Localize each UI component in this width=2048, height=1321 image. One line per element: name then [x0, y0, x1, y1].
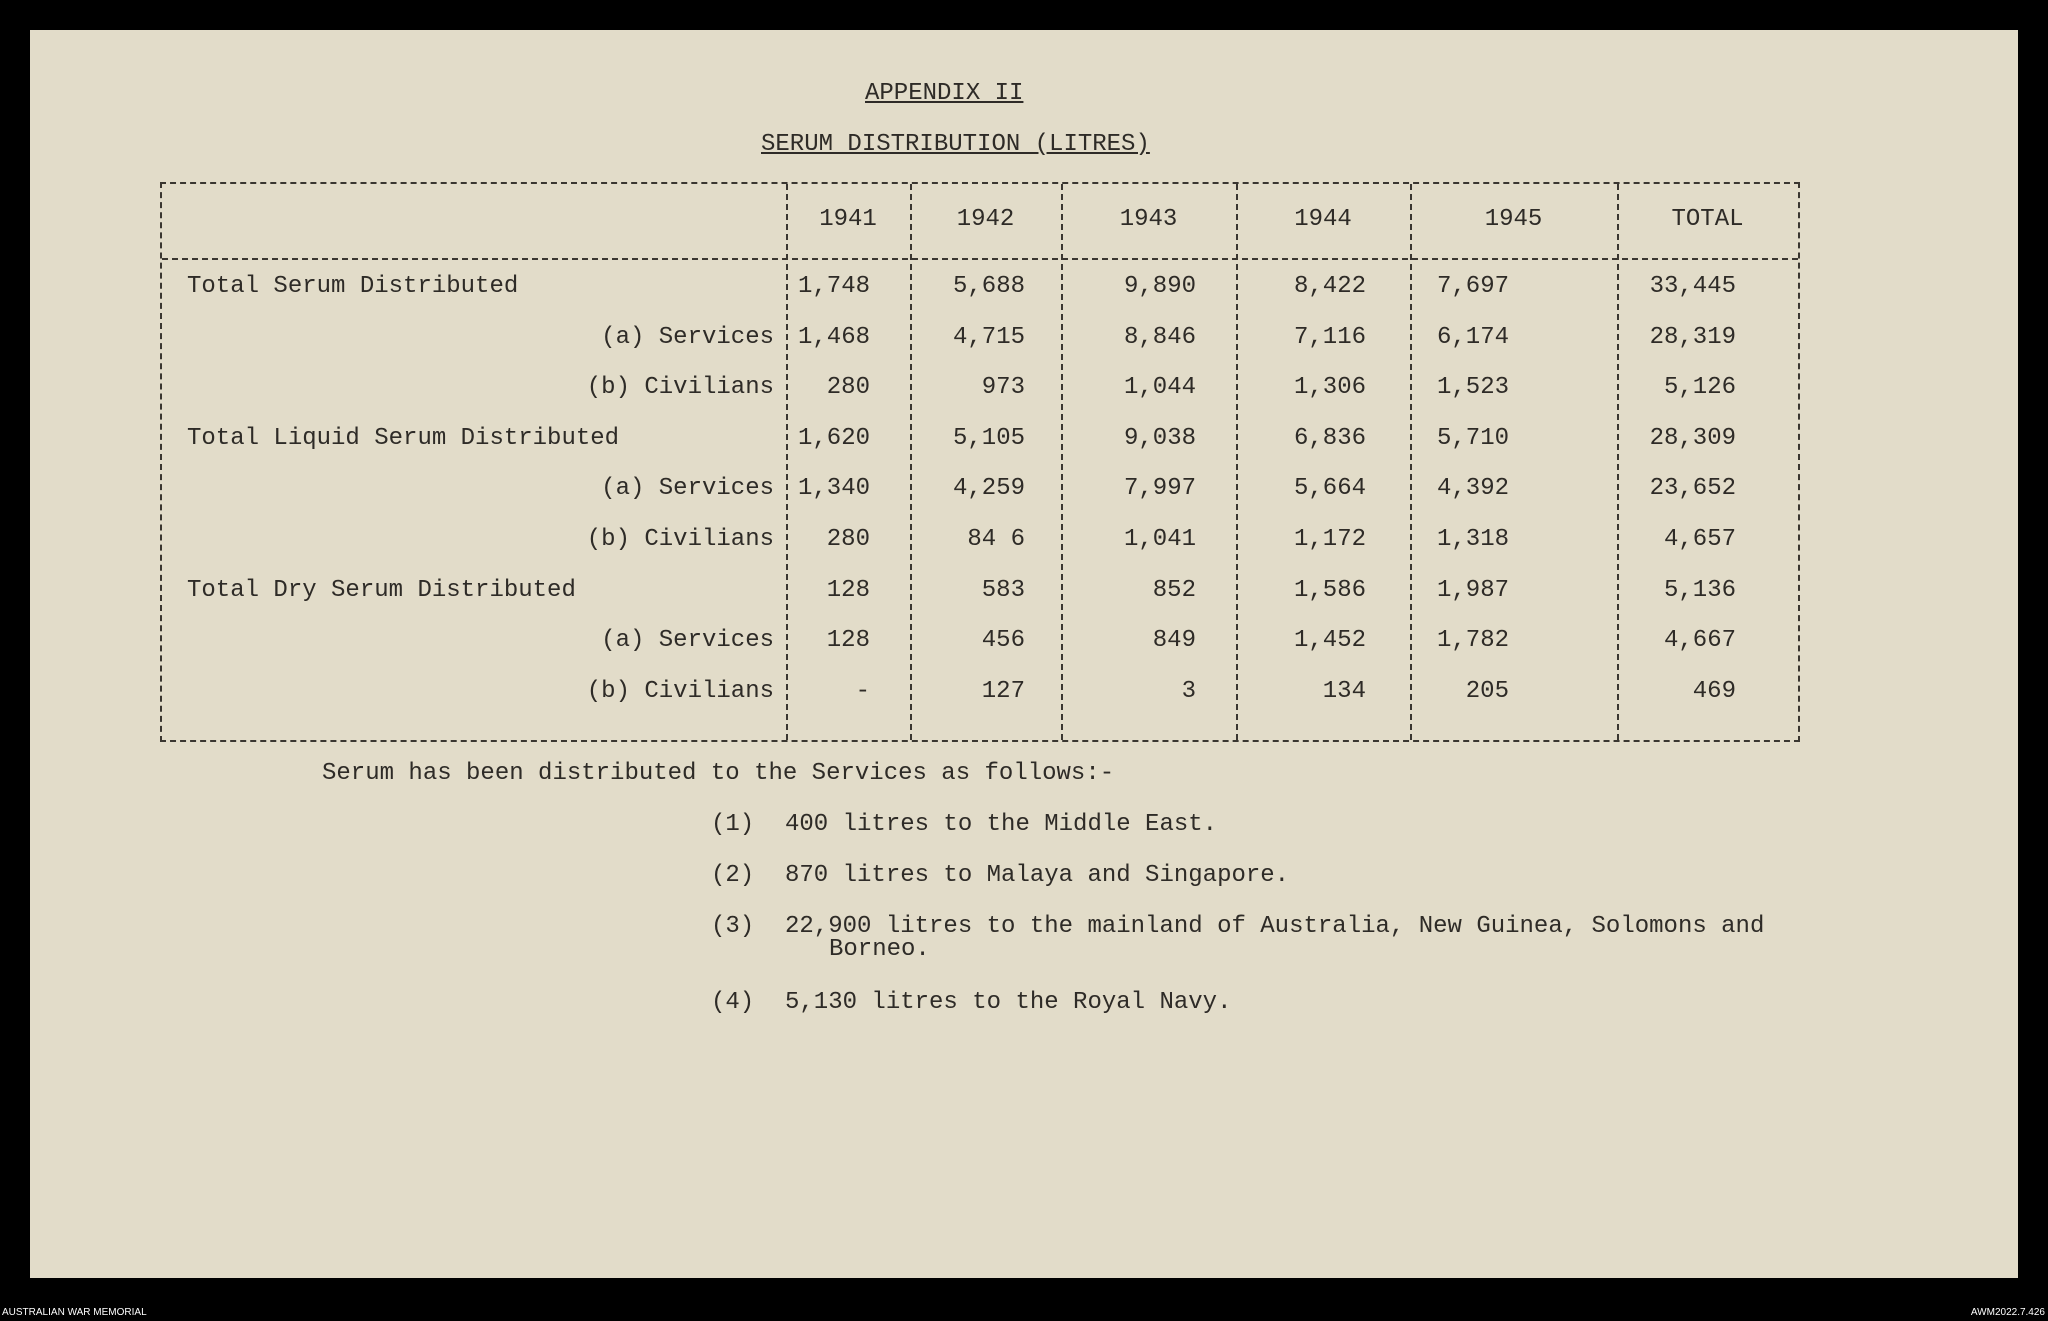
table-cell: 1,748 — [797, 273, 870, 300]
table-cell: 1,172 — [1293, 526, 1366, 553]
note-number: (2) — [711, 862, 755, 889]
table-cell: 33,445 — [1649, 273, 1736, 300]
note-text: 400 litres to the Middle East. — [785, 811, 1218, 838]
column-header: TOTAL — [1671, 206, 1744, 233]
table-cell: 5,664 — [1293, 475, 1366, 503]
table-cell: 6,174 — [1436, 323, 1509, 351]
table-cell: 456 — [981, 627, 1025, 655]
table-cell: 9,038 — [1123, 424, 1196, 452]
row-label: (b) Civilians — [586, 677, 774, 705]
header-rule — [162, 258, 1798, 260]
table-cell: 6,836 — [1293, 424, 1366, 452]
column-header: 1945 — [1484, 206, 1543, 233]
document-title: APPENDIX II — [865, 80, 1024, 107]
note-number: (4) — [711, 989, 755, 1016]
table-cell: 7,997 — [1123, 475, 1196, 503]
table-cell: 4,715 — [952, 323, 1025, 351]
row-label: (a) Services — [601, 323, 774, 351]
row-label: Total Serum Distributed — [187, 273, 519, 300]
table-cell: 1,452 — [1293, 627, 1366, 655]
table-cell: 1,782 — [1436, 627, 1509, 655]
notes-intro: Serum has been distributed to the Services as follows:- — [322, 760, 1115, 787]
column-header: 1942 — [956, 206, 1015, 233]
row-label: (b) Civilians — [586, 374, 774, 402]
table-cell: 852 — [1152, 576, 1196, 604]
table-cell: 583 — [981, 576, 1025, 604]
table-cell: 205 — [1465, 677, 1509, 705]
note-text: 870 litres to Malaya and Singapore. — [785, 862, 1290, 889]
table-cell: 1,306 — [1293, 374, 1366, 402]
table-cell: - — [855, 677, 870, 705]
table-cell: 8,846 — [1123, 323, 1196, 351]
row-label: (b) Civilians — [586, 526, 774, 553]
table-cell: 1,468 — [797, 323, 870, 351]
table-cell: 1,523 — [1436, 374, 1509, 402]
table-cell: 4,259 — [952, 475, 1025, 503]
row-label: (a) Services — [601, 627, 774, 655]
row-label: Total Dry Serum Distributed — [187, 576, 576, 604]
column-header: 1944 — [1294, 206, 1352, 233]
table-cell: 1,041 — [1123, 526, 1196, 553]
column-header: 1943 — [1119, 206, 1178, 233]
table-cell: 1,044 — [1123, 374, 1196, 402]
serum-distribution-table — [160, 182, 1800, 742]
column-rule — [1061, 184, 1063, 740]
table-cell: 28,319 — [1649, 323, 1736, 351]
table-cell: 23,652 — [1649, 475, 1736, 503]
table-cell: 5,136 — [1663, 576, 1736, 604]
table-cell: 28,309 — [1649, 424, 1736, 452]
table-cell: 128 — [826, 627, 870, 655]
table-cell: 1,987 — [1436, 576, 1509, 604]
table-cell: 849 — [1152, 627, 1196, 655]
column-rule — [1617, 184, 1619, 740]
table-cell: 280 — [826, 374, 870, 402]
table-cell: 280 — [826, 526, 870, 553]
table-cell: 4,667 — [1663, 627, 1736, 655]
note-number: (3) — [711, 913, 755, 940]
note-text-continued: Borneo. — [829, 936, 930, 963]
document-subtitle: SERUM DISTRIBUTION (LITRES) — [761, 131, 1150, 158]
table-cell: 5,126 — [1663, 374, 1736, 402]
table-cell: 127 — [981, 677, 1025, 705]
column-rule — [910, 184, 912, 740]
footer-accession-number: AWM2022.7.426 — [1970, 1307, 2045, 1318]
column-rule — [1236, 184, 1238, 740]
table-cell: 7,697 — [1436, 273, 1509, 300]
table-cell: 973 — [981, 374, 1025, 402]
row-label: (a) Services — [601, 475, 774, 503]
table-cell: 4,657 — [1663, 526, 1736, 553]
note-text: 22,900 litres to the mainland of Australia, New Guinea, Solomons and — [785, 913, 1765, 940]
table-cell: 128 — [826, 576, 870, 604]
table-cell: 8,422 — [1293, 273, 1366, 300]
row-label: Total Liquid Serum Distributed — [187, 424, 620, 452]
column-rule — [1410, 184, 1412, 740]
table-cell: 5,688 — [952, 273, 1025, 300]
table-cell: 84 6 — [967, 526, 1025, 553]
document-page — [30, 30, 2018, 1278]
column-rule — [786, 184, 788, 740]
table-cell: 5,105 — [952, 424, 1025, 452]
table-cell: 9,890 — [1123, 273, 1196, 300]
note-text: 5,130 litres to the Royal Navy. — [785, 989, 1232, 1016]
table-cell: 1,620 — [797, 424, 870, 452]
table-cell: 1,586 — [1293, 576, 1366, 604]
table-cell: 4,392 — [1436, 475, 1509, 503]
table-cell: 3 — [1181, 677, 1196, 705]
note-number: (1) — [711, 811, 755, 838]
footer-credit: AUSTRALIAN WAR MEMORIAL — [2, 1307, 147, 1318]
table-cell: 5,710 — [1436, 424, 1509, 452]
table-cell: 7,116 — [1293, 323, 1366, 351]
table-cell: 1,318 — [1436, 526, 1509, 553]
table-cell: 134 — [1322, 677, 1366, 705]
table-cell: 469 — [1692, 677, 1736, 705]
table-cell: 1,340 — [797, 475, 870, 503]
column-header: 1941 — [819, 206, 877, 233]
